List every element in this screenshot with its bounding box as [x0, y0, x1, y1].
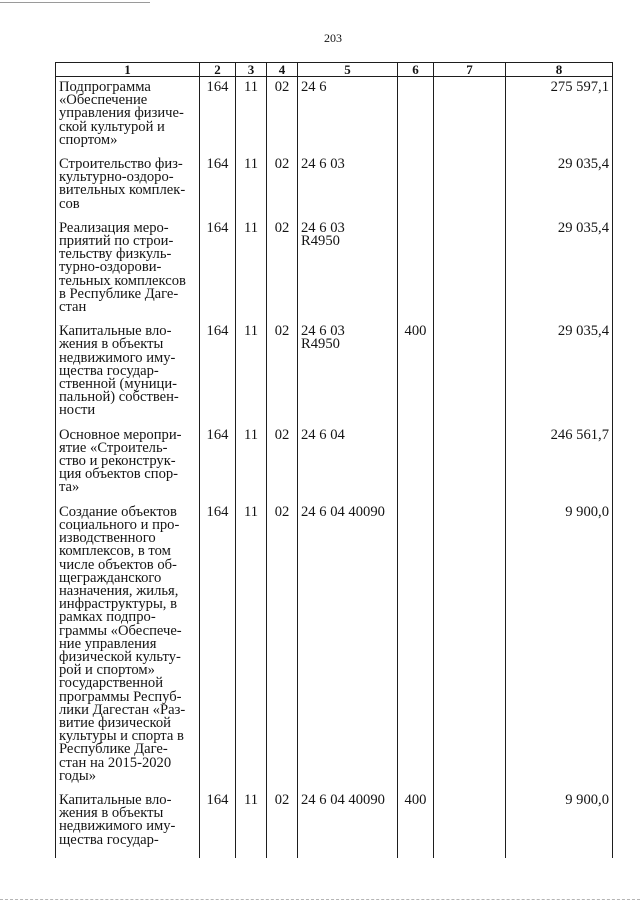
ministry-code: 164 [206, 503, 229, 520]
ministry-code: 164 [206, 156, 229, 173]
section-code: 11 [243, 156, 259, 173]
row-code-cell [298, 219, 398, 325]
table-row [56, 794, 613, 858]
row-name-line: ственной (муници- [59, 376, 178, 393]
amount-value: 29 035,4 [557, 156, 609, 173]
row-name-cell [56, 77, 200, 159]
subsection-code: 02 [274, 426, 290, 443]
row-amount-cell [506, 219, 613, 325]
expense-type-code: 400 [404, 791, 427, 808]
row-col2-cell [200, 219, 236, 325]
section-code: 11 [243, 503, 259, 520]
target-article-code: 24 6 04 40090 [301, 791, 385, 808]
row-name-line: числе объектов об- [59, 556, 177, 573]
subsection-code: 02 [274, 323, 290, 340]
row-col7-cell [434, 506, 506, 794]
row-name-line: сов [59, 195, 80, 212]
row-code-cell [298, 77, 398, 159]
row-name-cell [56, 325, 200, 428]
row-col6-cell [398, 222, 434, 325]
table-row [56, 158, 613, 222]
row-col6-cell [398, 158, 434, 222]
amount-value: 29 035,4 [557, 323, 609, 340]
row-name-line: жения в объекты [59, 805, 164, 822]
row-name-line: приятий по строи- [59, 233, 174, 250]
table-body [56, 77, 613, 858]
row-col2-cell [200, 503, 236, 794]
row-col3-cell [236, 158, 267, 222]
row-col7-cell [434, 429, 506, 506]
header-col-7: 7 [434, 63, 506, 77]
row-name-cell [56, 219, 200, 325]
row-name-line: спортом» [59, 131, 118, 148]
row-name-line: стан на 2015-2020 [59, 754, 172, 771]
amount-value: 275 597,1 [550, 79, 609, 95]
row-name-line: щества государ- [59, 362, 159, 379]
header-row [56, 63, 613, 77]
row-name-line: лики Дагестан «Раз- [59, 701, 186, 718]
row-name-line: пальной) собствен- [59, 389, 179, 406]
row-name-cell [56, 791, 200, 858]
row-name-line: годы» [59, 767, 97, 784]
amount-value: 9 900,0 [565, 503, 609, 520]
row-name-line: щества государ- [59, 831, 159, 848]
target-article-code: 24 6 [301, 79, 327, 95]
target-article-code: R4950 [301, 336, 340, 353]
row-col7-cell [434, 222, 506, 325]
row-col2-cell [200, 426, 236, 506]
target-article-code: 24 6 03 [301, 323, 345, 340]
scan-edge-mark-top [0, 2, 150, 3]
subsection-code: 02 [274, 79, 290, 95]
row-name-line: Капитальные вло- [59, 323, 172, 340]
row-amount-cell [506, 426, 613, 506]
header-col-8: 8 [506, 63, 613, 77]
row-name-line: недвижимого иму- [59, 818, 176, 835]
row-name-line: ство и реконструк- [59, 453, 176, 470]
ministry-code: 164 [206, 426, 229, 443]
row-name-line: физической культу- [59, 648, 181, 665]
row-code-cell [298, 503, 398, 794]
ministry-code: 164 [206, 323, 229, 340]
row-name-line: жения в объекты [59, 336, 164, 353]
row-col7-cell [434, 158, 506, 222]
row-code-cell [298, 158, 398, 222]
row-col2-cell [200, 325, 236, 428]
row-name-line: витие физической [59, 714, 171, 731]
row-col2-cell [200, 77, 236, 159]
row-name-line: ности [59, 402, 96, 419]
header-col-3: 3 [236, 63, 267, 77]
row-name-line: Республике Даге- [59, 741, 168, 758]
row-col3-cell [236, 426, 267, 506]
section-code: 11 [243, 219, 259, 236]
row-col7-cell [434, 794, 506, 858]
row-name-line: ятие «Строитель- [59, 439, 168, 456]
row-col2-cell [200, 791, 236, 858]
row-name-line: стан [59, 299, 87, 316]
row-name-cell [56, 503, 200, 794]
row-col2-cell [200, 158, 236, 222]
row-name-line: управления физиче- [59, 105, 184, 122]
header-col-1: 1 [56, 63, 200, 77]
row-name-line: рамках подпро- [59, 609, 156, 626]
row-col6-cell [398, 791, 434, 858]
row-amount-cell [506, 325, 613, 428]
row-name-line: ция объектов спор- [59, 466, 179, 483]
table-header [56, 63, 613, 77]
expense-type-code: 400 [404, 323, 427, 340]
row-col7-cell [434, 77, 506, 159]
row-name-line: тельству физкуль- [59, 246, 172, 263]
amount-value: 9 900,0 [565, 791, 609, 808]
row-col4-cell [267, 791, 298, 858]
row-name-line: государственной [59, 675, 164, 692]
row-name-line: тельных комплексов [59, 272, 186, 289]
row-name-line: в Республике Даге- [59, 285, 179, 302]
row-name-line: изводственного [59, 530, 156, 547]
row-col7-cell [434, 325, 506, 428]
row-code-cell [298, 791, 398, 858]
row-name-line: турно-оздорови- [59, 259, 162, 276]
row-name-line: граммы «Обеспече- [59, 622, 182, 639]
row-col3-cell [236, 503, 267, 794]
section-code: 11 [243, 79, 259, 95]
table-row [56, 325, 613, 428]
row-name-line: та» [59, 479, 80, 496]
row-name-line: Реализация меро- [59, 219, 169, 236]
row-col3-cell [236, 219, 267, 325]
header-col-2: 2 [200, 63, 236, 77]
row-col6-cell [398, 506, 434, 794]
section-code: 11 [243, 426, 259, 443]
row-col6-cell [398, 77, 434, 159]
table-row [56, 222, 613, 325]
row-name-line: комплексов, в том [59, 543, 171, 560]
section-code: 11 [243, 791, 259, 808]
row-name-line: Строительство физ- [59, 156, 183, 173]
row-name-line: инфраструктуры, в [59, 596, 177, 613]
row-name-line: Основное меропри- [59, 426, 182, 443]
row-amount-cell [506, 791, 613, 858]
header-col-6: 6 [398, 63, 434, 77]
target-article-code: 24 6 04 40090 [301, 503, 385, 520]
ministry-code: 164 [206, 79, 229, 95]
table-row [56, 77, 613, 159]
row-name-line: социального и про- [59, 516, 180, 533]
amount-value: 29 035,4 [557, 219, 609, 236]
row-name-line: вительных комплек- [59, 182, 186, 199]
row-col3-cell [236, 791, 267, 858]
header-col-5: 5 [298, 63, 398, 77]
row-col6-cell [398, 429, 434, 506]
section-code: 11 [243, 323, 259, 340]
row-name-line: щегражданского [59, 569, 162, 586]
row-name-line: назначения, жилья, [59, 582, 179, 599]
row-col4-cell [267, 503, 298, 794]
row-col4-cell [267, 77, 298, 159]
target-article-code: 24 6 03 [301, 219, 345, 236]
row-name-line: ской культурой и [59, 118, 165, 135]
scan-edge-mark-bottom [0, 899, 640, 900]
target-article-code: R4950 [301, 233, 340, 250]
row-col4-cell [267, 426, 298, 506]
row-amount-cell [506, 77, 613, 159]
row-col4-cell [267, 219, 298, 325]
row-name-line: недвижимого иму- [59, 349, 176, 366]
subsection-code: 02 [274, 219, 290, 236]
row-name-line: «Обеспечение [59, 92, 148, 109]
target-article-code: 24 6 03 [301, 156, 345, 173]
header-col-4: 4 [267, 63, 298, 77]
row-name-cell [56, 158, 200, 222]
row-name-line: ние управления [59, 635, 157, 652]
row-code-cell [298, 325, 398, 428]
row-name-line: Капитальные вло- [59, 791, 172, 808]
row-code-cell [298, 426, 398, 506]
row-col4-cell [267, 158, 298, 222]
amount-value: 246 561,7 [550, 426, 609, 443]
row-name-cell [56, 426, 200, 506]
subsection-code: 02 [274, 791, 290, 808]
row-amount-cell [506, 503, 613, 794]
target-article-code: 24 6 04 [301, 426, 345, 443]
row-amount-cell [506, 158, 613, 222]
row-name-line: Создание объектов [59, 503, 177, 520]
row-name-line: программы Респуб- [59, 688, 182, 705]
row-name-line: Подпрограмма [59, 79, 151, 95]
row-col3-cell [236, 325, 267, 428]
table-row [56, 506, 613, 794]
row-col3-cell [236, 77, 267, 159]
subsection-code: 02 [274, 503, 290, 520]
ministry-code: 164 [206, 219, 229, 236]
row-col6-cell [398, 325, 434, 428]
page-number: 203 [324, 31, 342, 45]
row-name-line: культуры и спорта в [59, 728, 184, 745]
table-row [56, 429, 613, 506]
subsection-code: 02 [274, 156, 290, 173]
row-name-line: культурно-оздоро- [59, 169, 174, 186]
row-name-line: рой и спортом» [59, 662, 155, 679]
row-col4-cell [267, 325, 298, 428]
ministry-code: 164 [206, 791, 229, 808]
budget-table [55, 62, 613, 858]
